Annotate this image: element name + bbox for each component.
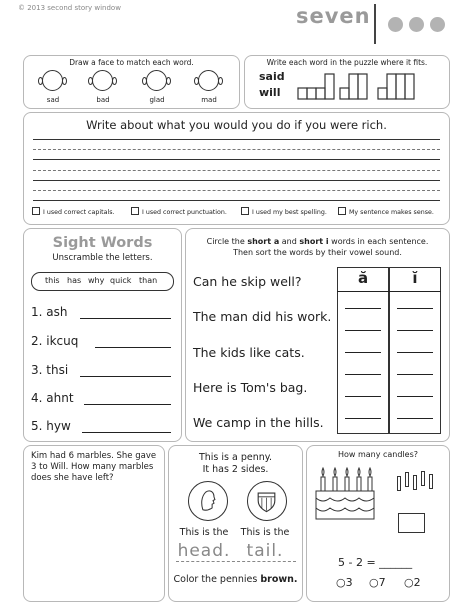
birthday-cake-icon — [314, 460, 376, 524]
sort-line[interactable] — [345, 374, 381, 375]
bank-word: this — [45, 276, 60, 285]
sort-line[interactable] — [397, 330, 433, 331]
checkbox-icon[interactable] — [131, 207, 139, 215]
choice-label: 3 — [345, 576, 353, 589]
short-a-header: ă — [357, 269, 369, 287]
writing-prompt: Write about what you would you do if you were rich. — [86, 118, 387, 132]
checklist-label: I used correct punctuation. — [142, 209, 227, 216]
sort-line[interactable] — [345, 330, 381, 331]
sort-line[interactable] — [397, 418, 433, 419]
sort-line[interactable] — [345, 352, 381, 353]
color-instruction — [168, 574, 303, 585]
scramble-item: 4. ahnt — [31, 391, 74, 405]
face-drawing-bad[interactable] — [88, 70, 118, 92]
head-caption: This is the — [179, 527, 229, 538]
instruction-text: words in each sentence. — [331, 237, 429, 246]
choice-label: 7 — [378, 576, 386, 589]
short-i-column — [389, 267, 441, 434]
instruction-text: and — [281, 237, 297, 246]
marbles-word-problem: Kim had 6 marbles. She gave 3 to Will. How many marbles does she have left? — [31, 451, 157, 483]
penny-intro — [168, 452, 303, 476]
progress-dot-3 — [430, 17, 445, 32]
penny-line-1: This is a penny. — [198, 452, 273, 463]
instruction-short-a: short a — [247, 237, 280, 246]
penny-line-2: It has 2 sides. — [202, 464, 269, 475]
checkbox-icon[interactable] — [241, 207, 249, 215]
checklist-label: I used correct capitals. — [43, 209, 115, 216]
face-word-glad: glad — [149, 96, 165, 104]
blank-face-icon — [198, 70, 219, 91]
candle-icon — [397, 476, 401, 491]
bubble-icon[interactable]: ○ — [369, 576, 379, 589]
bank-word: has — [67, 276, 82, 285]
writing-line[interactable] — [33, 180, 440, 181]
sort-line[interactable] — [397, 374, 433, 375]
checkbox-icon[interactable] — [32, 207, 40, 215]
sight-words-subtitle: Unscramble the letters. — [52, 253, 153, 263]
checklist-punctuation[interactable] — [131, 207, 227, 216]
checklist-label: I used my best spelling. — [252, 209, 327, 216]
sort-line[interactable] — [345, 396, 381, 397]
scramble-item: 5. hyw — [31, 419, 71, 433]
instruction-text: Circle the — [206, 237, 245, 246]
blank-face-icon — [146, 70, 167, 91]
puzzle-instruction: Write each word in the puzzle where it fits. — [266, 58, 428, 67]
scramble-item: 1. ash — [31, 305, 68, 319]
header-rule — [337, 291, 441, 292]
writing-guide-line — [33, 190, 440, 191]
checklist-capitals[interactable] — [32, 207, 114, 216]
candle-icon — [405, 472, 409, 487]
copyright-text: © 2013 second story window — [18, 4, 121, 12]
sort-line[interactable] — [397, 308, 433, 309]
bank-word: than — [139, 276, 158, 285]
word-shape-puzzle[interactable] — [296, 68, 436, 102]
candle-icon — [421, 471, 425, 486]
writing-guide-line — [33, 149, 440, 150]
blank-face-icon — [92, 70, 113, 91]
sentence[interactable]: The kids like cats. — [193, 345, 305, 360]
face-drawing-sad[interactable] — [38, 70, 68, 92]
face-word-mad: mad — [201, 96, 217, 104]
sort-line[interactable] — [397, 352, 433, 353]
bubble-icon[interactable]: ○ — [336, 576, 346, 589]
faces-instruction: Draw a face to match each word. — [69, 58, 194, 67]
trace-word-tail[interactable]: tail. — [246, 541, 284, 561]
scramble-item: 3. thsi — [31, 363, 69, 377]
sentence[interactable]: The man did his work. — [193, 309, 332, 324]
bank-word: quick — [110, 276, 132, 285]
sort-line[interactable] — [345, 308, 381, 309]
answer-line[interactable] — [82, 432, 171, 433]
checklist-spelling[interactable] — [241, 207, 327, 216]
trace-guide-line — [176, 561, 296, 562]
scramble-item: 2. ikcuq — [31, 334, 79, 348]
writing-line[interactable] — [33, 159, 440, 160]
penny-head-icon[interactable] — [188, 481, 228, 521]
color-word: brown. — [260, 574, 298, 585]
face-drawing-glad[interactable] — [142, 70, 172, 92]
writing-line[interactable] — [33, 139, 440, 140]
candles-equation: 5 - 2 = ______ — [338, 556, 413, 569]
answer-line[interactable] — [84, 404, 171, 405]
choice-2[interactable] — [404, 576, 421, 589]
checklist-sense[interactable] — [338, 207, 434, 216]
bank-word: why — [88, 276, 105, 285]
union-shield-icon — [248, 482, 285, 519]
title-divider — [374, 4, 376, 44]
sort-line[interactable] — [345, 418, 381, 419]
blank-face-icon — [42, 70, 63, 91]
puzzle-word-will: will — [259, 86, 281, 99]
sentence[interactable]: We camp in the hills. — [193, 415, 324, 430]
face-word-bad: bad — [96, 96, 110, 104]
choice-7[interactable] — [369, 576, 386, 589]
choice-label: 2 — [413, 576, 421, 589]
progress-dot-1 — [388, 17, 403, 32]
instruction-short-i: short i — [299, 237, 329, 246]
short-a-column — [337, 267, 389, 434]
face-drawing-mad[interactable] — [194, 70, 224, 92]
writing-line[interactable] — [33, 200, 440, 201]
candle-icon — [429, 474, 433, 489]
vowel-instruction — [185, 236, 450, 258]
trace-word-head[interactable]: head. — [177, 541, 231, 561]
sentence[interactable]: Here is Tom's bag. — [193, 380, 308, 395]
tail-caption: This is the — [240, 527, 290, 538]
choice-3[interactable] — [336, 576, 353, 589]
puzzle-word-said: said — [259, 70, 285, 83]
short-i-header: ĭ — [412, 269, 418, 287]
writing-guide-line — [33, 170, 440, 171]
sight-words-title: Sight Words — [52, 235, 153, 251]
sentence[interactable]: Can he skip well? — [193, 274, 302, 289]
checkbox-icon[interactable] — [338, 207, 346, 215]
answer-box[interactable] — [398, 513, 425, 533]
instruction-text: Then sort the words by their vowel sound. — [233, 248, 402, 257]
day-title: seven — [296, 4, 371, 28]
progress-dot-2 — [409, 17, 424, 32]
candle-icon — [413, 475, 417, 490]
checklist-label: My sentence makes sense. — [349, 209, 434, 216]
answer-line[interactable] — [95, 347, 171, 348]
lincoln-profile-icon — [189, 482, 226, 519]
candles-set-2 — [389, 470, 441, 494]
candles-question: How many candles? — [337, 450, 419, 459]
face-word-sad: sad — [46, 96, 60, 104]
answer-line[interactable] — [80, 376, 171, 377]
answer-line[interactable] — [80, 318, 171, 319]
bubble-icon[interactable]: ○ — [404, 576, 414, 589]
sort-line[interactable] — [397, 396, 433, 397]
color-text: Color the pennies — [173, 574, 258, 585]
penny-tail-icon[interactable] — [247, 481, 287, 521]
